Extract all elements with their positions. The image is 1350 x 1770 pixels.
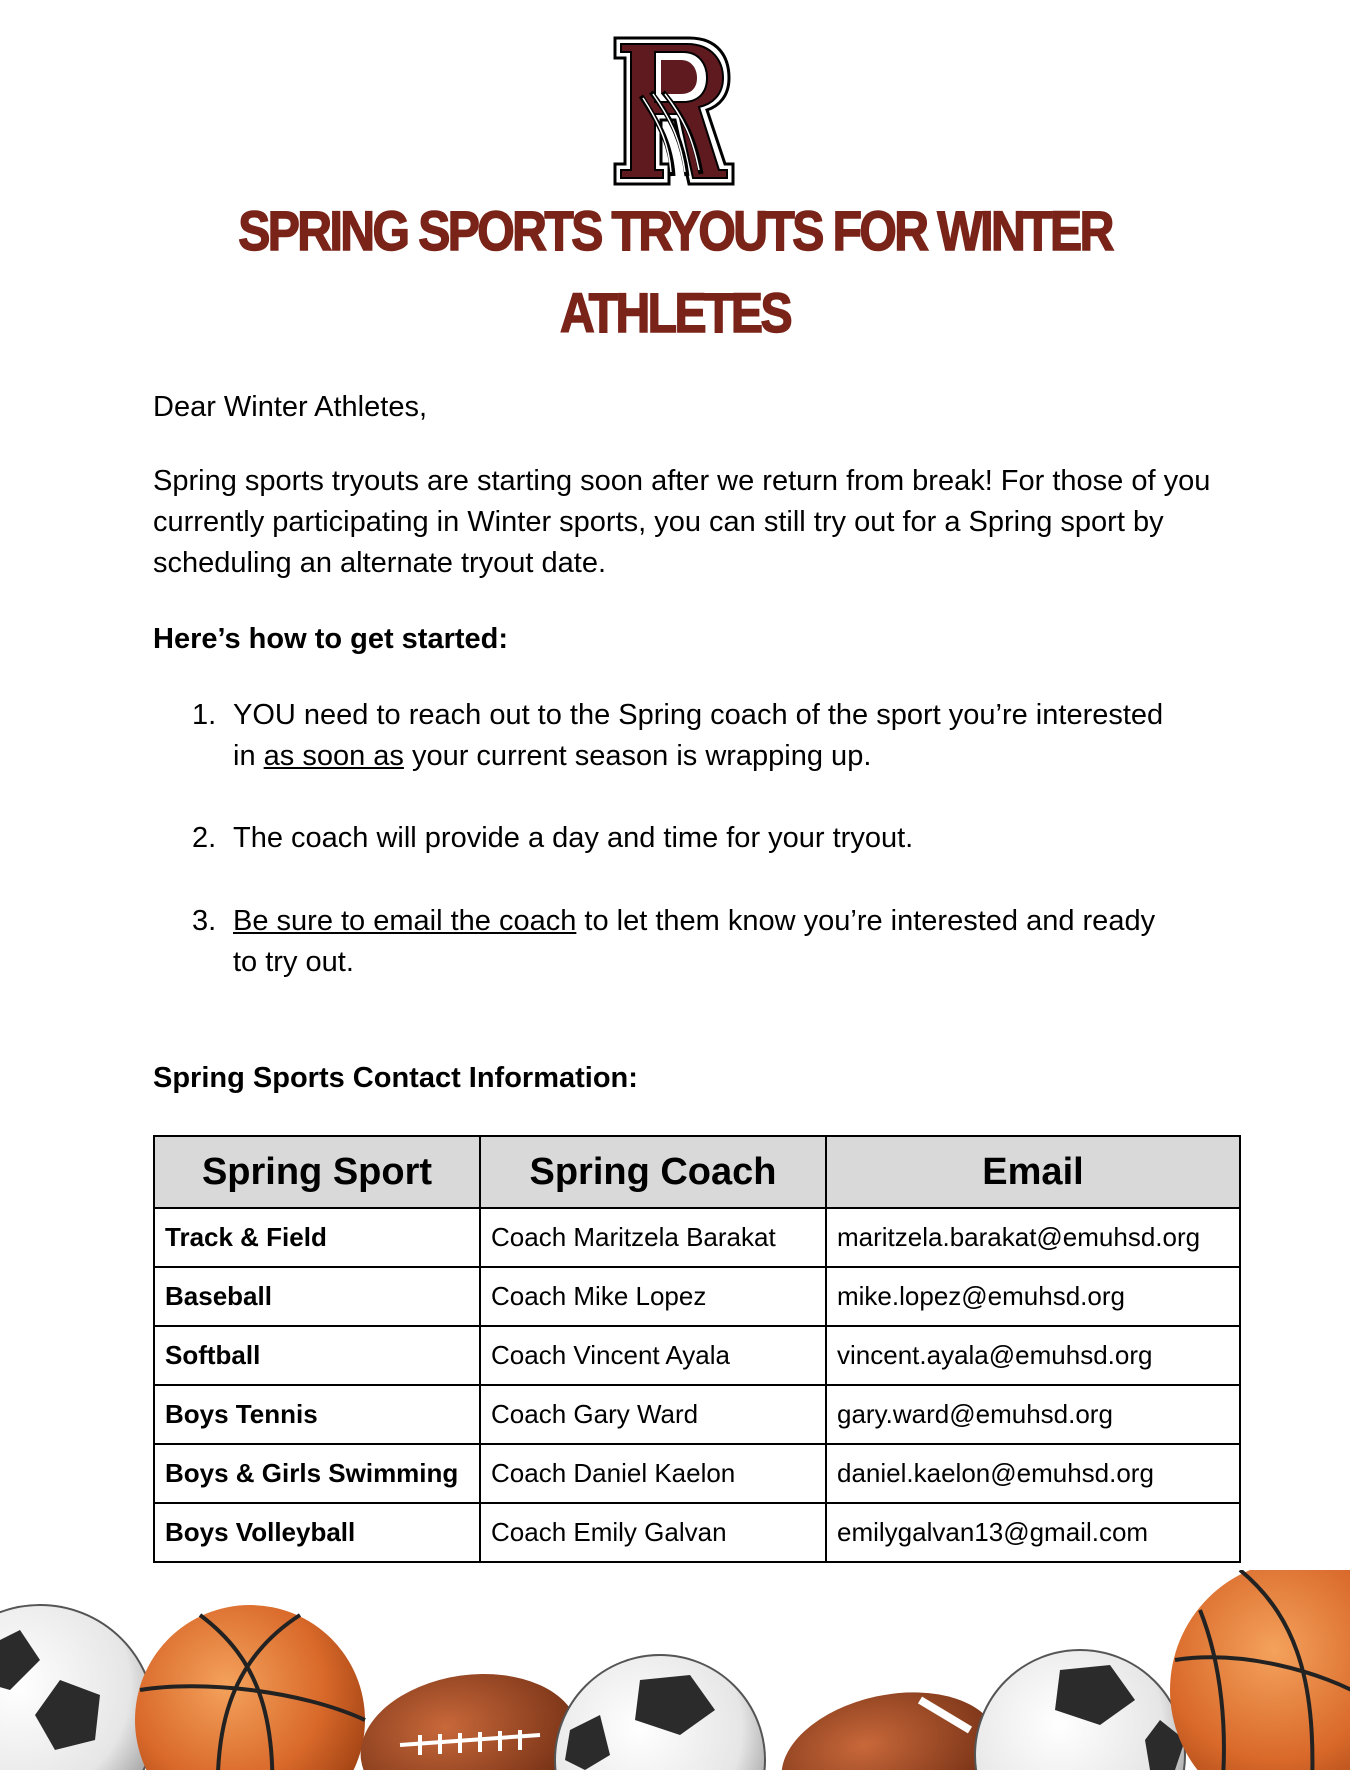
coach-cell: Coach Gary Ward: [480, 1385, 826, 1444]
sports-balls-footer: [0, 1570, 1350, 1770]
coach-cell: Coach Vincent Ayala: [480, 1326, 826, 1385]
table-row: [154, 1326, 1240, 1385]
sport-cell: Boys Volleyball: [154, 1503, 480, 1562]
title-line-1: SPRING SPORTS TRYOUTS FOR WINTER: [238, 199, 1112, 262]
how-to-heading: Here’s how to get started:: [153, 623, 509, 655]
football-icon: [351, 1660, 588, 1770]
basketball-icon: [1170, 1570, 1350, 1770]
coach-cell: Coach Mike Lopez: [480, 1267, 826, 1326]
sport-cell: Softball: [154, 1326, 480, 1385]
step-number: 1.: [192, 699, 217, 731]
sport-cell: Boys Tennis: [154, 1385, 480, 1444]
step-text: YOU need to reach out to the Spring coach of the sport you’re interested in as soon as your current season is wrapping up.: [233, 699, 1164, 772]
step-number: 3.: [192, 905, 217, 937]
email-cell: emilygalvan13@gmail.com: [826, 1503, 1240, 1562]
intro-paragraph: Spring sports tryouts are starting soon after we return from break! For those of you currently participating in Winter sports, you can still try out for a Spring sport by scheduling an alternate tryout date.: [153, 465, 1211, 579]
soccer-ball-icon: [0, 1605, 155, 1770]
greeting: Dear Winter Athletes,: [153, 391, 427, 423]
table-row: [154, 1267, 1240, 1326]
contact-heading: Spring Sports Contact Information:: [153, 1062, 638, 1094]
claw-r-logo-icon: [611, 36, 735, 186]
header-coach: Spring Coach: [480, 1136, 826, 1208]
contacts-table: [153, 1135, 1241, 1563]
email-cell: maritzela.barakat@emuhsd.org: [826, 1208, 1240, 1267]
table-header-row: [154, 1136, 1240, 1208]
step-number: 2.: [192, 822, 217, 854]
page-title: [224, 190, 1127, 354]
table-row: [154, 1208, 1240, 1267]
email-cell: gary.ward@emuhsd.org: [826, 1385, 1240, 1444]
email-cell: mike.lopez@emuhsd.org: [826, 1267, 1240, 1326]
header-email: Email: [826, 1136, 1240, 1208]
table-row: [154, 1385, 1240, 1444]
basketball-icon: [135, 1605, 365, 1770]
header-sport: Spring Sport: [154, 1136, 480, 1208]
sport-cell: Boys & Girls Swimming: [154, 1444, 480, 1503]
sport-cell: Baseball: [154, 1267, 480, 1326]
sport-cell: Track & Field: [154, 1208, 480, 1267]
step-text: The coach will provide a day and time for your tryout.: [233, 822, 914, 854]
title-line-2: ATHLETES: [560, 281, 790, 344]
coach-cell: Coach Maritzela Barakat: [480, 1208, 826, 1267]
soccer-ball-icon: [555, 1655, 765, 1770]
step-text: Be sure to email the coach to let them know you’re interested and ready to try out.: [233, 905, 1156, 978]
coach-cell: Coach Emily Galvan: [480, 1503, 826, 1562]
soccer-ball-icon: [975, 1650, 1185, 1770]
table-row: [154, 1444, 1240, 1503]
email-cell: vincent.ayala@emuhsd.org: [826, 1326, 1240, 1385]
coach-cell: Coach Daniel Kaelon: [480, 1444, 826, 1503]
table-row: [154, 1503, 1240, 1562]
email-cell: daniel.kaelon@emuhsd.org: [826, 1444, 1240, 1503]
